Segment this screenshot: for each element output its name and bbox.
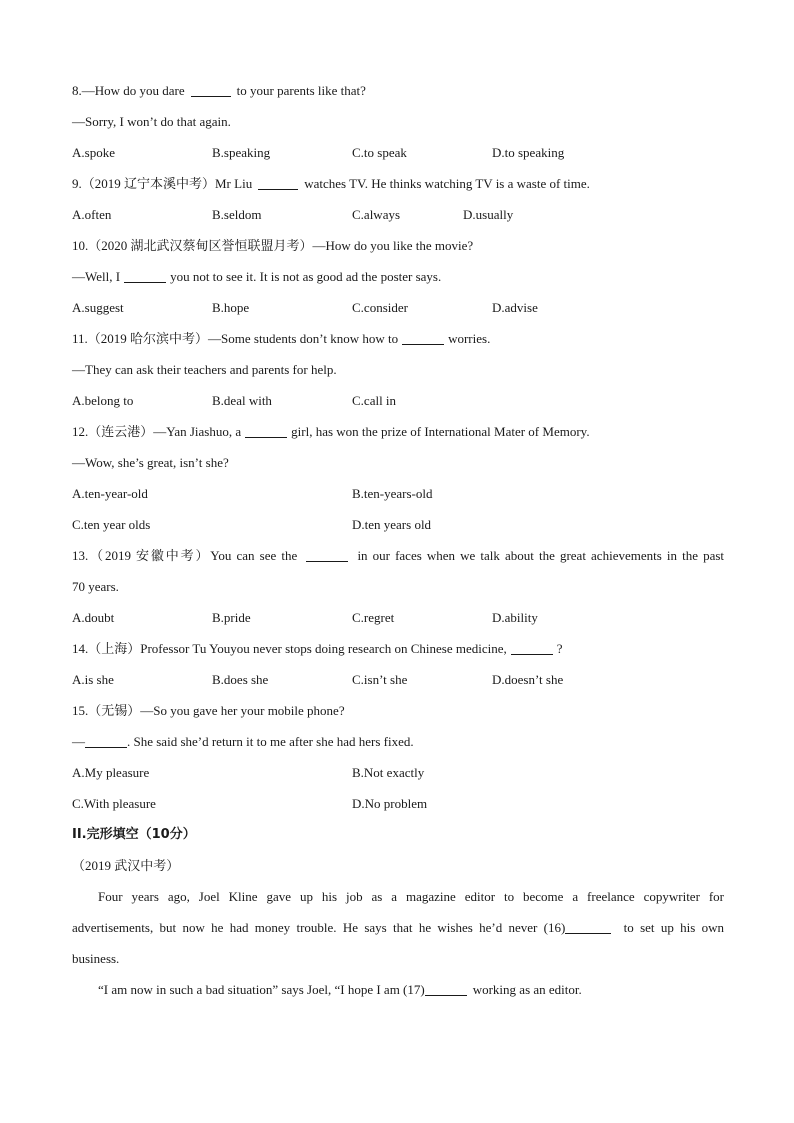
answer-blank	[191, 82, 231, 97]
question-11-reply: —They can ask their teachers and parents for help.	[72, 362, 337, 377]
option: D.to speaking	[492, 145, 565, 160]
question-12-stem: 12.（连云港）—Yan Jiashuo, a girl, has won the prize of International Mater of Memory.	[72, 424, 590, 439]
option: C.to speak	[352, 145, 407, 160]
question-9-stem: 9.（2019 辽宁本溪中考）Mr Liu watches TV. He thinks watching TV is a waste of time.	[72, 176, 590, 191]
option: A.doubt	[72, 610, 115, 625]
section-heading: II.完形填空（10分）	[72, 827, 196, 842]
question-12-options-row1	[72, 478, 724, 509]
question-13-stem-cont: 70 years.	[72, 579, 119, 594]
option: B.does she	[212, 672, 269, 687]
option: D.ability	[492, 610, 538, 625]
passage-line-4: “I am now in such a bad situation” says Joel, “I hope I am (17) working as an editor.	[98, 982, 582, 997]
option: A.belong to	[72, 393, 134, 408]
question-15-reply: — . She said she’d return it to me after she had hers fixed.	[72, 734, 414, 749]
question-15-options-row1	[72, 757, 724, 788]
question-11-stem: 11.（2019 哈尔滨中考）—Some students don’t know how to worries.	[72, 331, 491, 346]
answer-blank	[402, 330, 444, 345]
answer-blank	[245, 423, 287, 438]
option: B.deal with	[212, 393, 272, 408]
answer-blank	[425, 981, 467, 996]
question-13-options	[72, 602, 724, 633]
question-15-options-row2	[72, 788, 724, 819]
answer-blank	[85, 733, 127, 748]
option: B.ten-years-old	[352, 486, 433, 501]
question-14-options	[72, 664, 724, 695]
worksheet-page	[72, 75, 724, 1005]
question-10-reply: —Well, I you not to see it. It is not as good ad the poster says.	[72, 269, 442, 284]
option: B.speaking	[212, 145, 271, 160]
question-14-stem: 14.（上海）Professor Tu Youyou never stops doing research on Chinese medicine, ?	[72, 641, 563, 656]
option: B.pride	[212, 610, 251, 625]
option: C.always	[352, 207, 401, 222]
option: C.With pleasure	[72, 796, 156, 811]
option: D.advise	[492, 300, 538, 315]
section-source: （2019 武汉中考）	[72, 858, 180, 873]
option: D.usually	[463, 207, 514, 222]
option: A.often	[72, 207, 112, 222]
option: C.regret	[352, 610, 395, 625]
question-11-options	[72, 385, 724, 416]
question-10-stem: 10.（2020 湖北武汉蔡甸区誉恒联盟月考）—How do you like the movie?	[72, 238, 474, 253]
question-12-reply: —Wow, she’s great, isn’t she?	[72, 455, 229, 470]
answer-blank	[306, 547, 348, 562]
answer-blank	[511, 640, 553, 655]
option: C.isn’t she	[352, 672, 408, 687]
option: C.call in	[352, 393, 397, 408]
option: D.No problem	[352, 796, 428, 811]
answer-blank	[258, 175, 298, 190]
option: D.ten years old	[352, 517, 432, 532]
question-9-options	[72, 199, 724, 230]
question-10-options	[72, 292, 724, 323]
answer-blank	[565, 919, 611, 934]
question-15-stem: 15.（无锡）—So you gave her your mobile phone?	[72, 703, 345, 718]
option: B.Not exactly	[352, 765, 425, 780]
question-8-stem: 8.—How do you dare to your parents like that?	[72, 83, 366, 98]
option: C.consider	[352, 300, 408, 315]
passage-line-3: business.	[72, 951, 120, 966]
answer-blank	[124, 268, 166, 283]
option: A.is she	[72, 672, 114, 687]
passage-line-1: Four years ago, Joel Kline gave up his job as a magazine editor to become a freelance copywriter for	[98, 889, 724, 904]
question-12-options-row2	[72, 509, 724, 540]
option: A.ten-year-old	[72, 486, 148, 501]
option: A.My pleasure	[72, 765, 150, 780]
option: D.doesn’t she	[492, 672, 564, 687]
question-8-reply: —Sorry, I won’t do that again.	[72, 114, 231, 129]
option: C.ten year olds	[72, 517, 151, 532]
question-8-options	[72, 137, 724, 168]
question-13-stem: 13.（2019 安徽中考）You can see the in our faces when we talk about the great achievements in the past	[72, 548, 725, 563]
option: A.suggest	[72, 300, 124, 315]
option: B.hope	[212, 300, 250, 315]
option: A.spoke	[72, 145, 115, 160]
option: B.seldom	[212, 207, 262, 222]
passage-line-2: advertisements, but now he had money trouble. He says that he wishes he’d never (16) to set up his own	[72, 920, 724, 935]
